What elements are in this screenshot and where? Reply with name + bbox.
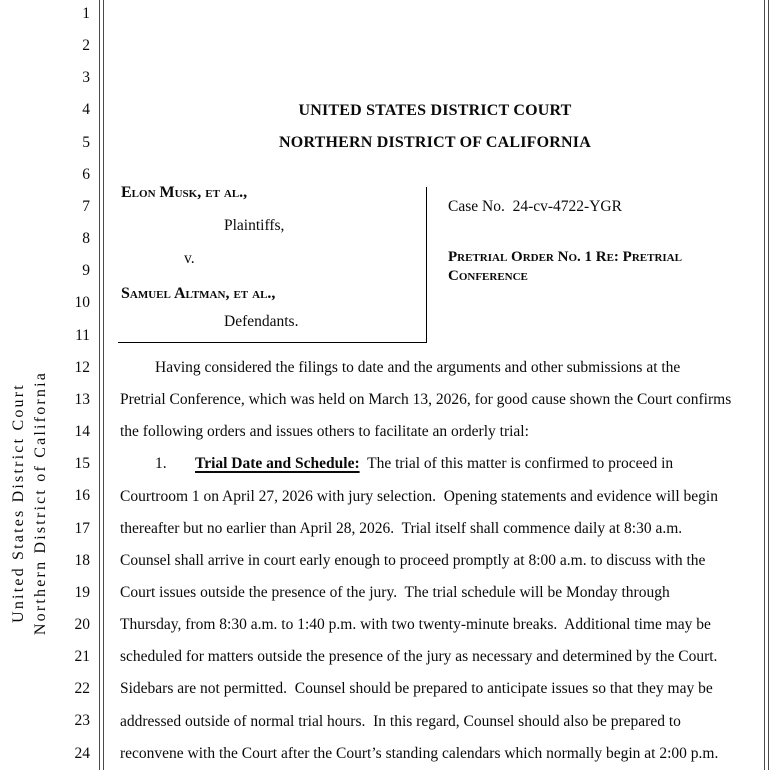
margin-court-name-line1: United States District Court bbox=[10, 383, 27, 623]
line-number: 23 bbox=[74, 712, 90, 730]
line-number: 17 bbox=[74, 519, 90, 537]
margin-court-name-line2: Northern District of California bbox=[32, 370, 49, 636]
line-number: 9 bbox=[82, 262, 90, 280]
section-heading: Trial Date and Schedule: bbox=[195, 455, 360, 473]
order-title bbox=[448, 248, 748, 286]
body-line: thereafter but no earlier than April 28, 2026. Trial itself shall commence daily at 8:30 a.m. bbox=[120, 519, 683, 537]
court-header-line2: NORTHERN DISTRICT OF CALIFORNIA bbox=[279, 133, 591, 151]
line-number: 15 bbox=[74, 455, 90, 473]
body-line-section-heading bbox=[120, 448, 768, 480]
body-line: Pretrial Conference, which was held on March 13, 2026, for good cause shown the Court confirms bbox=[120, 391, 732, 409]
line-number-column bbox=[0, 0, 90, 770]
body-line: Having considered the filings to date and the arguments and other submissions at the bbox=[155, 358, 681, 376]
line-number: 8 bbox=[82, 230, 90, 248]
versus-label: v. bbox=[184, 250, 195, 267]
defendant-name: Samuel Altman, et al., bbox=[121, 285, 276, 302]
line-number: 10 bbox=[74, 294, 90, 312]
line-number: 5 bbox=[82, 133, 90, 151]
body-line: addressed outside of normal trial hours. In this regard, Counsel should also be prepared to bbox=[120, 712, 681, 730]
line-number: 20 bbox=[74, 615, 90, 633]
body-line: Court issues outside the presence of the jury. The trial schedule will be Monday through bbox=[120, 583, 670, 601]
court-header-line1: UNITED STATES DISTRICT COURT bbox=[298, 101, 572, 119]
line-number: 19 bbox=[74, 583, 90, 601]
body-line: Thursday, from 8:30 a.m. to 1:40 p.m. with two twenty-minute breaks. Additional time may be bbox=[120, 616, 711, 634]
plaintiff-name: Elon Musk, et al., bbox=[121, 184, 248, 201]
line-number: 22 bbox=[74, 680, 90, 698]
line-number: 14 bbox=[74, 423, 90, 441]
line-number: 6 bbox=[82, 165, 90, 183]
section-intro-text: The trial of this matter is confirmed to proceed in bbox=[359, 455, 674, 473]
order-title-line1: Pretrial Order No. 1 Re: Pretrial bbox=[448, 249, 682, 265]
line-number: 1 bbox=[82, 5, 90, 22]
line-number: 3 bbox=[82, 69, 90, 87]
line-number: 24 bbox=[74, 744, 90, 762]
body-line: Sidebars are not permitted. Counsel should be prepared to anticipate issues so that they may be bbox=[120, 680, 713, 698]
body-line: the following orders and issues others to facilitate an orderly trial: bbox=[120, 423, 529, 441]
body-line: Courtroom 1 on April 27, 2026 with jury selection. Opening statements and evidence will begin bbox=[120, 487, 718, 505]
line-number: 21 bbox=[74, 648, 90, 666]
defendant-role: Defendants. bbox=[224, 313, 299, 330]
line-number: 13 bbox=[74, 390, 90, 408]
court-header bbox=[105, 95, 765, 159]
section-number: 1. bbox=[155, 455, 167, 473]
body-line: reconvene with the Court after the Court’s standing calendars which normally begin at 2:00 p.m. bbox=[120, 744, 719, 762]
order-body bbox=[120, 352, 768, 770]
right-double-rule-outer bbox=[768, 0, 769, 770]
line-number: 11 bbox=[75, 326, 90, 344]
line-number: 2 bbox=[82, 37, 90, 55]
left-double-rule-outer bbox=[99, 0, 100, 770]
body-line: scheduled for matters outside the presence of the jury as necessary and determined by the Court. bbox=[120, 648, 718, 666]
line-number: 12 bbox=[74, 358, 90, 376]
line-number: 4 bbox=[82, 101, 90, 119]
line-number: 16 bbox=[74, 487, 90, 505]
plaintiff-role: Plaintiffs, bbox=[224, 217, 285, 234]
order-title-line2: Conference bbox=[448, 268, 528, 284]
body-line: Counsel shall arrive in court early enough to proceed promptly at 8:00 a.m. to discuss with the bbox=[120, 551, 706, 569]
line-number: 18 bbox=[74, 551, 90, 569]
case-number: Case No. 24-cv-4722-YGR bbox=[448, 198, 622, 215]
line-number: 7 bbox=[82, 197, 90, 215]
